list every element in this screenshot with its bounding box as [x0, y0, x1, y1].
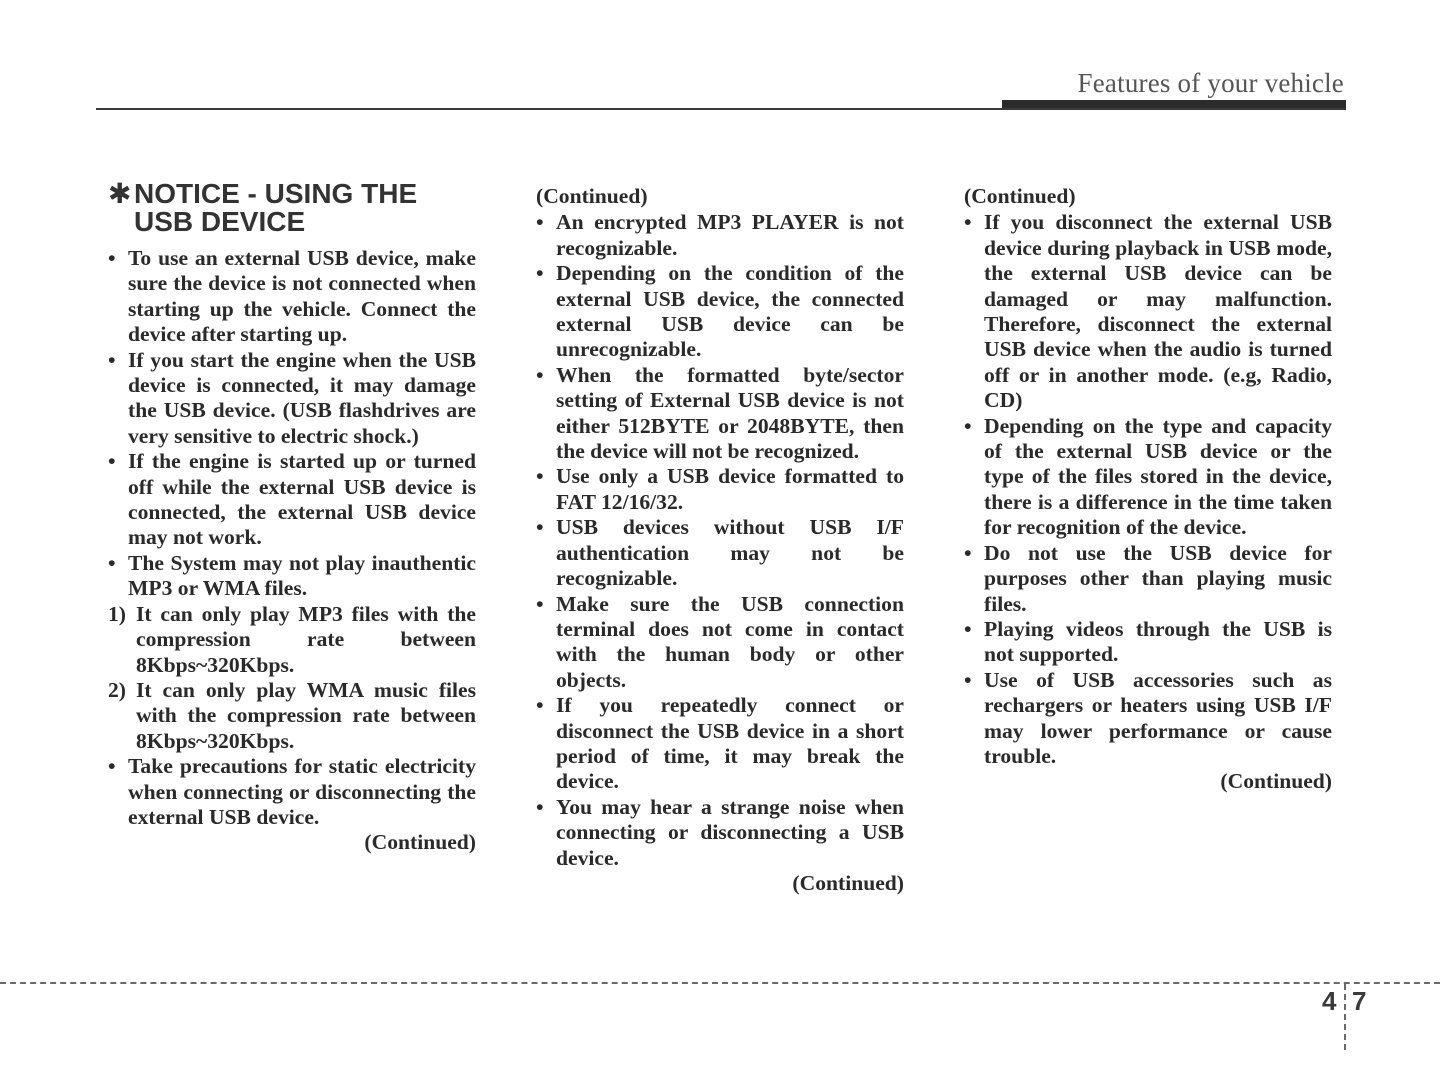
list-item-text: Depending on the condition of the external USB device, the connected external USB device can be unrecognizable. — [556, 261, 904, 362]
bullet-marker: • — [964, 413, 972, 438]
numbered-item — [108, 678, 476, 754]
continued-heading: (Continued) — [964, 184, 1076, 208]
list-item — [108, 348, 476, 450]
bullet-marker: • — [536, 515, 544, 540]
list-item-text: Use only a USB device formatted to FAT 12/16/32. — [556, 464, 904, 514]
list-item — [108, 246, 476, 348]
list-item — [964, 414, 1332, 541]
bullet-marker: • — [108, 550, 116, 575]
list-item-text: To use an external USB device, make sure the device is not connected when starting up the vehicle. Connect the device after starting up. — [128, 246, 476, 347]
notice-list-col2 — [536, 210, 904, 871]
bullet-marker: • — [964, 540, 972, 565]
continued-heading: (Continued) — [536, 184, 648, 208]
bullet-marker: • — [108, 449, 116, 474]
continued-label: (Continued) — [792, 870, 904, 895]
bullet-marker: • — [108, 347, 116, 372]
list-item — [536, 592, 904, 694]
page-number: 7 — [1352, 986, 1367, 1016]
list-item-text: Depending on the type and capacity of the external USB device or the type of the files stored in the device, there is a difference in the time taken for recognition of the device. — [984, 413, 1332, 540]
footer-dashed-rule — [0, 982, 1440, 984]
list-item-text: Take precautions for static electricity when connecting or disconnecting the external USB device. — [128, 754, 476, 829]
numbered-item — [108, 602, 476, 678]
bullet-marker: • — [108, 754, 116, 779]
continued-label: (Continued) — [364, 830, 476, 855]
bullet-marker: • — [964, 210, 972, 235]
list-item-text: If you start the engine when the USB device is connected, it may damage the USB device. (USB flashdrives are very sensitive to electric shock.) — [128, 347, 476, 448]
list-item — [536, 795, 904, 871]
list-item-text: Make sure the USB connection terminal does not come in contact with the human body or other objects. — [556, 591, 904, 692]
bullet-marker: • — [536, 210, 544, 235]
bullet-marker: • — [964, 667, 972, 692]
list-item — [536, 363, 904, 465]
column-2 — [536, 184, 904, 896]
list-item — [536, 693, 904, 795]
list-item-text: USB devices without USB I/F authentication may not be recognizable. — [556, 515, 904, 591]
list-item-text: If you repeatedly connect or disconnect the USB device in a short period of time, it may break the device. — [556, 693, 904, 794]
list-item — [108, 449, 476, 551]
list-item-text: It can only play WMA music files with the compression rate between 8Kbps~320Kbps. — [136, 677, 476, 753]
list-item — [964, 617, 1332, 668]
notice-title-line-2: USB DEVICE — [134, 206, 306, 237]
list-item-text: Playing videos through the USB is not supported. — [984, 616, 1332, 667]
page-number-divider — [1344, 984, 1346, 1050]
list-item — [108, 551, 476, 602]
section-header-title: Features of your vehicle — [1077, 68, 1344, 98]
list-item — [536, 464, 904, 515]
number-marker: 2) — [108, 677, 126, 702]
list-item-text: You may hear a strange noise when connecting or disconnecting a USB device. — [556, 794, 904, 870]
notice-star-icon: ✱ — [108, 178, 132, 209]
bullet-marker: • — [536, 693, 544, 718]
page-chapter-number: 4 — [1322, 986, 1337, 1016]
list-item — [536, 515, 904, 591]
list-item — [964, 210, 1332, 413]
number-marker: 1) — [108, 601, 126, 626]
list-item-text: If the engine is started up or turned off while the external USB device is connected, the external USB device may not work. — [128, 449, 476, 550]
list-item — [536, 261, 904, 363]
list-item — [536, 210, 904, 261]
notice-title — [108, 180, 476, 236]
list-item — [964, 668, 1332, 770]
bullet-marker: • — [536, 591, 544, 616]
list-item — [108, 754, 476, 830]
bullet-marker: • — [108, 246, 116, 270]
list-item-text: Do not use the USB device for purposes other than playing music files. — [984, 540, 1332, 616]
list-item-text: An encrypted MP3 PLAYER is not recognizable. — [556, 210, 904, 260]
bullet-marker: • — [964, 616, 972, 641]
list-item — [964, 541, 1332, 617]
notice-title-line-1: NOTICE - USING THE — [134, 178, 418, 209]
header-rule — [96, 108, 1346, 110]
notice-list-col3 — [964, 210, 1332, 769]
column-3 — [964, 184, 1332, 795]
bullet-marker: • — [536, 362, 544, 387]
list-item-text: If you disconnect the external USB device during playback in USB mode, the external USB device can be damaged or may malfunction. Therefore, disconnect the external USB device when the audio is turned off or in another mode. (e.g, Radio, CD) — [984, 210, 1332, 413]
bullet-marker: • — [536, 261, 544, 286]
column-1 — [108, 180, 476, 856]
list-item-text: It can only play MP3 files with the compression rate between 8Kbps~320Kbps. — [136, 601, 476, 677]
list-item-text: The System may not play inauthentic MP3 or WMA files. — [128, 550, 476, 601]
list-item-text: When the formatted byte/sector setting of External USB device is not either 512BYTE or 2048BYTE, then the device will not be recognized. — [556, 362, 904, 464]
bullet-marker: • — [536, 794, 544, 819]
list-item-text: Use of USB accessories such as rechargers or heaters using USB I/F may lower performance or cause trouble. — [984, 667, 1332, 768]
notice-list-col1 — [108, 246, 476, 830]
continued-label: (Continued) — [1220, 769, 1332, 794]
bullet-marker: • — [536, 464, 544, 489]
